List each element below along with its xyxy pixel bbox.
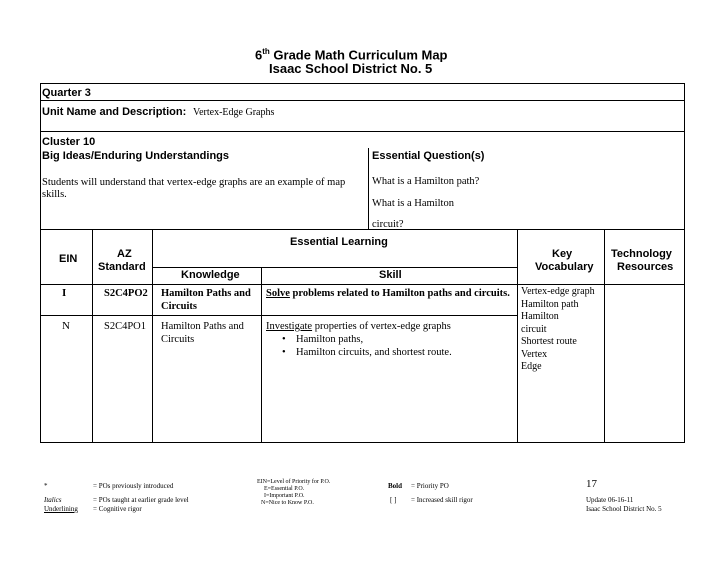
legend-ein-1: EIN=Level of Priority for P.O. (257, 479, 331, 485)
page-number: 17 (586, 478, 597, 490)
unit-row (42, 106, 274, 119)
update-date: Update 06-16-11 (586, 496, 634, 504)
legend-bold-desc: = Priority PO (411, 482, 449, 490)
rule-col-ein (92, 229, 93, 443)
big-ideas-text-2: skills. (42, 189, 67, 200)
rule-big-ideas (40, 229, 685, 230)
list-item: • Hamilton paths, (278, 333, 452, 346)
legend-ein-3: I=Important P.O. (264, 493, 305, 499)
rule-header (40, 284, 685, 285)
col-knowledge: Knowledge (181, 269, 240, 281)
row1-skill (266, 287, 510, 300)
row2-standard: S2C4PO1 (104, 321, 147, 332)
essential-questions-heading: Essential Question(s) (372, 150, 485, 162)
row1-knowledge-1: Hamilton Paths and (161, 288, 251, 299)
big-ideas-heading: Big Ideas/Enduring Understandings (42, 150, 230, 162)
col-skill: Skill (379, 269, 402, 281)
col-ein: EIN (59, 253, 78, 265)
legend-underlining-desc: = Cognitive rigor (93, 505, 142, 513)
col-vocab-1: Key (552, 248, 573, 260)
unit-value: Vertex-Edge Graphs (193, 107, 275, 118)
rule-row-1 (40, 315, 518, 316)
essential-learning-heading: Essential Learning (290, 236, 388, 248)
row1-standard: S2C4PO2 (104, 288, 148, 299)
legend-italics: Italics (44, 496, 62, 504)
row1-knowledge-2: Circuits (161, 301, 197, 312)
rule-unit (40, 131, 685, 132)
quarter-label: Quarter 3 (42, 87, 91, 99)
list-item: Vertex (521, 348, 548, 360)
row1-ein: I (62, 287, 67, 299)
vocabulary-list (521, 286, 603, 374)
row1-skill-text: problems related to Hamilton paths and circuits. (289, 288, 510, 299)
essential-question-2b: circuit? (372, 219, 404, 230)
list-item: circuit (521, 323, 547, 335)
legend-ein-2: E=Essential P.O. (264, 486, 305, 492)
rule-col-vocab (604, 229, 605, 443)
list-item: Vertex-edge graph (521, 286, 595, 297)
footer-district: Isaac School District No. 5 (586, 505, 662, 513)
essential-question-1: What is a Hamilton path? (372, 176, 480, 187)
rule-eq-divider (368, 148, 369, 229)
col-tech-2: Resources (617, 261, 674, 273)
cluster-label: Cluster 10 (42, 136, 96, 148)
legend-underlining: Underlining (44, 505, 78, 513)
list-item: Hamilton (521, 311, 559, 322)
list-item: Hamilton path (521, 298, 579, 310)
district-title: Isaac School District No. 5 (269, 61, 433, 76)
legend-asterisk: * (44, 482, 48, 490)
unit-label: Unit Name and Description: (42, 106, 187, 118)
row2-ein: N (62, 320, 70, 332)
rule-essential-learning (152, 267, 517, 268)
grade-number: 6 (255, 47, 263, 63)
legend-bold: Bold (388, 482, 403, 490)
row2-knowledge-2: Circuits (161, 334, 195, 345)
legend-brackets-desc: = Increased skill rigor (411, 496, 473, 504)
big-ideas-text-1: Students will understand that vertex-edge graphs are an example of map (42, 177, 346, 188)
legend-brackets: [ ] (390, 496, 397, 504)
legend-italics-desc: = POs taught at earlier grade level (93, 496, 189, 504)
row1-skill-verb: Solve (266, 288, 290, 299)
row2-knowledge-1: Hamilton Paths and (161, 321, 244, 332)
essential-question-2a: What is a Hamilton (372, 198, 454, 209)
row2-skill-bullets (278, 333, 452, 359)
list-item: • Hamilton circuits, and shortest route. (278, 346, 452, 359)
row2-skill-text: properties of vertex-edge graphs (312, 321, 451, 332)
row2-skill-verb: Investigate (266, 321, 313, 332)
col-tech-1: Technology (611, 248, 672, 260)
title-text: Grade Math Curriculum Map (269, 47, 448, 63)
rule-col-az (152, 229, 153, 443)
legend-ein-4: N=Nice to Know P.O. (261, 500, 314, 506)
list-item: Edge (521, 361, 542, 372)
col-vocab-2: Vocabulary (535, 261, 594, 273)
legend-asterisk-desc: = POs previously introduced (93, 482, 174, 490)
rule-quarter (40, 100, 685, 101)
col-az-1: AZ (117, 248, 132, 260)
col-az-2: Standard (98, 261, 146, 273)
list-item: Shortest route (521, 336, 577, 347)
grade-suffix: th (262, 47, 270, 56)
row2-skill (266, 320, 451, 333)
rule-col-knowledge (261, 267, 262, 443)
rule-col-skill (517, 229, 518, 443)
